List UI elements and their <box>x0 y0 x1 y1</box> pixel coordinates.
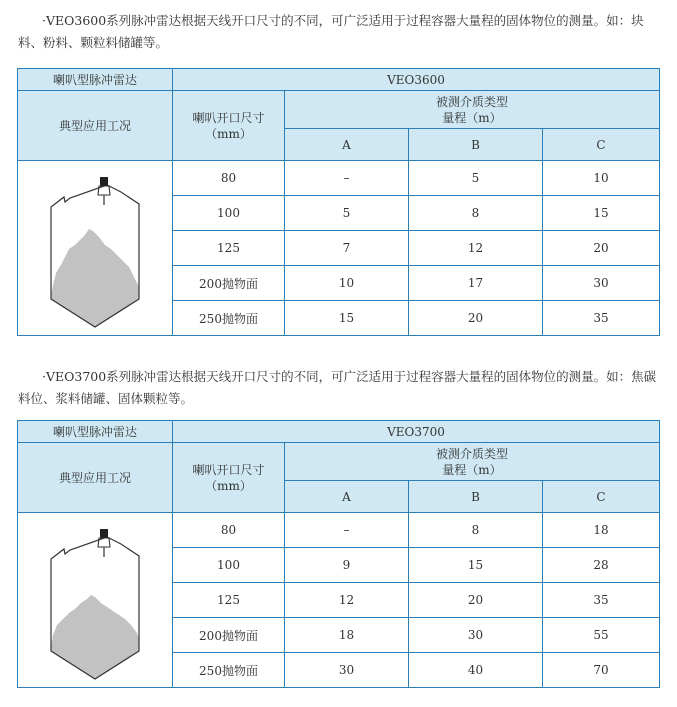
header-model: VEO3600 <box>173 69 660 91</box>
range-value-b: 8 <box>409 513 543 548</box>
range-label: 量程（m） <box>442 110 502 125</box>
spec-table-veo3600 <box>17 68 660 336</box>
aperture-size-value: 80 <box>173 161 285 196</box>
header-medium-type <box>285 443 660 481</box>
aperture-size-value: 100 <box>173 548 285 583</box>
range-value-c: 28 <box>543 548 660 583</box>
column-header-c: C <box>543 481 660 513</box>
range-value-a: 12 <box>285 583 409 618</box>
aperture-label: 喇叭开口尺寸 <box>192 110 265 125</box>
range-value-b: 20 <box>409 583 543 618</box>
range-value-b: 30 <box>409 618 543 653</box>
range-value-b: 17 <box>409 266 543 301</box>
silo-diagram-cell <box>18 161 173 336</box>
range-value-c: 30 <box>543 266 660 301</box>
radar-antenna-icon <box>100 529 108 538</box>
header-aperture-size <box>173 443 285 513</box>
header-typical-application: 典型应用工况 <box>18 443 173 513</box>
aperture-label: 喇叭开口尺寸 <box>192 462 265 477</box>
column-header-a: A <box>285 129 409 161</box>
table-row <box>18 513 660 548</box>
aperture-size-value: 100 <box>173 196 285 231</box>
aperture-unit: （mm） <box>205 478 252 493</box>
medium-label: 被测介质类型 <box>435 446 508 461</box>
range-label: 量程（m） <box>442 462 502 477</box>
header-aperture-size <box>173 91 285 161</box>
range-value-a: 7 <box>285 231 409 266</box>
aperture-size-value: 80 <box>173 513 285 548</box>
aperture-size-value: 125 <box>173 583 285 618</box>
range-value-b: 12 <box>409 231 543 266</box>
aperture-size-value: 250抛物面 <box>173 653 285 688</box>
range-value-c: 10 <box>543 161 660 196</box>
column-header-b: B <box>409 481 543 513</box>
range-value-c: 20 <box>543 231 660 266</box>
solid-material-fill <box>51 595 139 679</box>
header-medium-type <box>285 91 660 129</box>
range-value-b: 40 <box>409 653 543 688</box>
column-header-b: B <box>409 129 543 161</box>
range-value-a: – <box>285 161 409 196</box>
medium-label: 被测介质类型 <box>435 94 508 109</box>
aperture-size-value: 250抛物面 <box>173 301 285 336</box>
range-value-c: 18 <box>543 513 660 548</box>
silo-diagram <box>49 529 141 681</box>
aperture-size-value: 125 <box>173 231 285 266</box>
range-value-c: 35 <box>543 583 660 618</box>
range-value-c: 15 <box>543 196 660 231</box>
aperture-size-value: 200抛物面 <box>173 266 285 301</box>
range-value-a: 9 <box>285 548 409 583</box>
range-value-a: 5 <box>285 196 409 231</box>
range-value-a: 30 <box>285 653 409 688</box>
range-value-c: 35 <box>543 301 660 336</box>
range-value-b: 8 <box>409 196 543 231</box>
range-value-a: 15 <box>285 301 409 336</box>
range-value-a: 18 <box>285 618 409 653</box>
header-radar-type: 喇叭型脉冲雷达 <box>18 421 173 443</box>
range-value-c: 70 <box>543 653 660 688</box>
range-value-b: 20 <box>409 301 543 336</box>
intro-paragraph-veo3700: ·VEO3700系列脉冲雷达根据天线开口尺寸的不同，可广泛适用于过程容器大量程的固体物位的测量。如：焦碳料位、浆料储罐、固体颗粒等。 <box>18 369 657 406</box>
header-radar-type: 喇叭型脉冲雷达 <box>18 69 173 91</box>
silo-diagram-cell <box>18 513 173 688</box>
spec-table-veo3700 <box>17 420 660 688</box>
range-value-a: 10 <box>285 266 409 301</box>
radar-antenna-icon <box>100 177 108 186</box>
range-value-b: 15 <box>409 548 543 583</box>
intro-paragraph-veo3600: ·VEO3600系列脉冲雷达根据天线开口尺寸的不同，可广泛适用于过程容器大量程的固体物位的测量。如：块料、粉料、颗粒料储罐等。 <box>18 13 644 50</box>
range-value-c: 55 <box>543 618 660 653</box>
silo-diagram <box>49 177 141 329</box>
range-value-a: – <box>285 513 409 548</box>
solid-material-fill <box>51 229 139 327</box>
column-header-c: C <box>543 129 660 161</box>
header-model: VEO3700 <box>173 421 660 443</box>
range-value-b: 5 <box>409 161 543 196</box>
column-header-a: A <box>285 481 409 513</box>
header-typical-application: 典型应用工况 <box>18 91 173 161</box>
table-row <box>18 161 660 196</box>
aperture-unit: （mm） <box>205 126 252 141</box>
aperture-size-value: 200抛物面 <box>173 618 285 653</box>
